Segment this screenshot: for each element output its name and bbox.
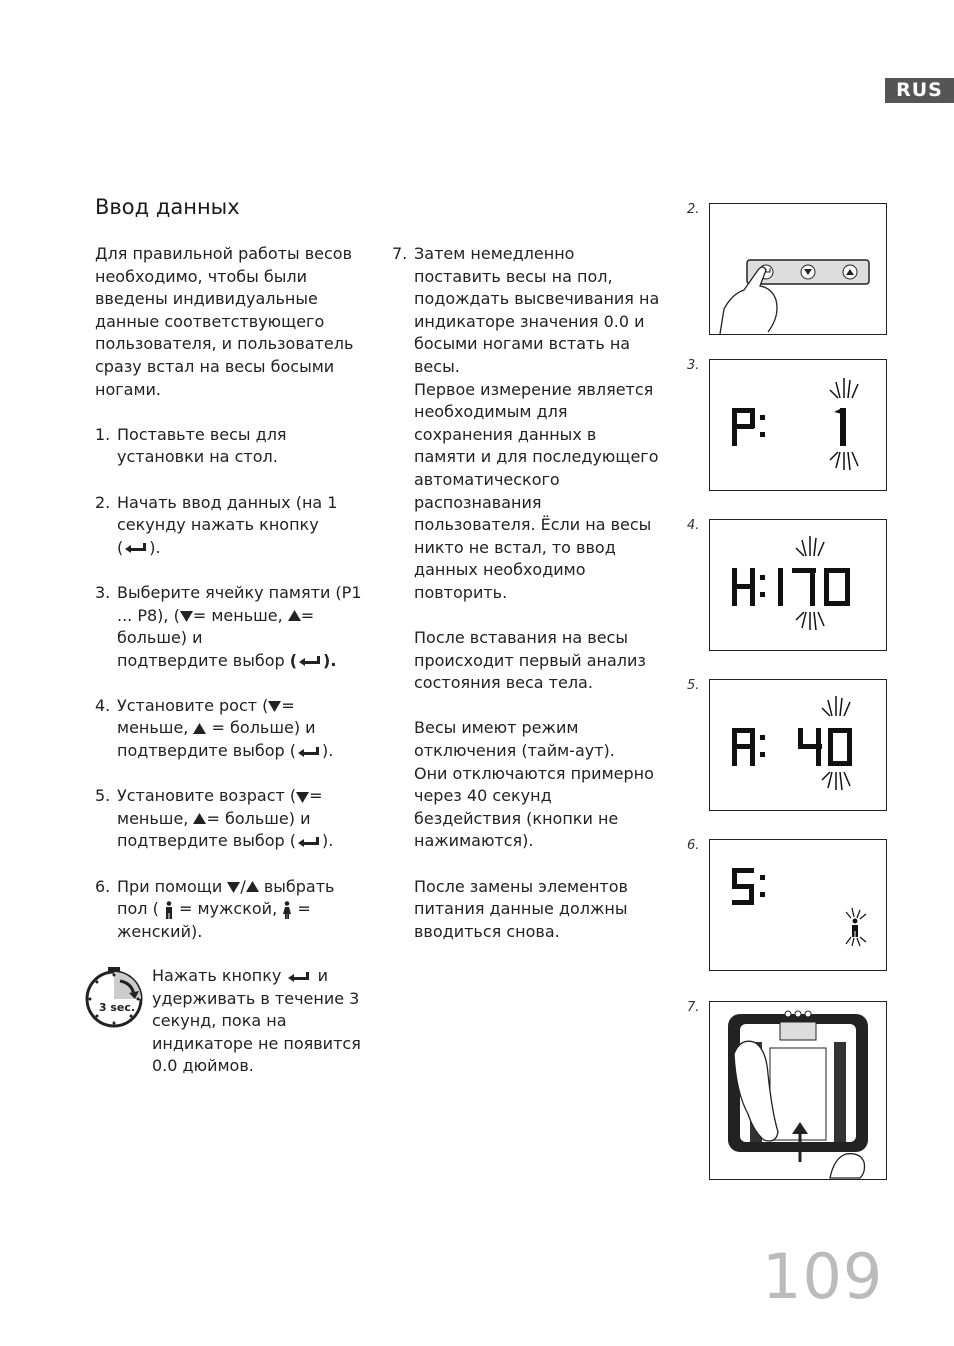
down-triangle-icon (180, 610, 193, 622)
section-title: Ввод данных (95, 195, 240, 219)
step-text: Выберите ячейку памяти (P1 ... P8), ( = меньше, = больше) и подтвердите выбор ( ). (117, 582, 362, 670)
step-6 (95, 876, 370, 944)
figure-display-height (709, 519, 887, 651)
figure-scale (709, 1001, 887, 1180)
figure-label: 4. (687, 518, 700, 533)
up-triangle-icon (288, 610, 301, 622)
figure-label: 3. (687, 358, 700, 373)
down-triangle-icon (227, 881, 240, 893)
intro-text: Для правильной работы весов необходимо, чтобы были введены индивидуальные данные соответствующего пользователя, и пользователь сразу встал на весы босыми ногами. (95, 244, 354, 399)
hold-note-text: Нажать кнопку и удерживать в течение 3 секунд, пока на индикаторе не появится 0.0 дюймов. (152, 966, 361, 1076)
figure-label: 7. (687, 1000, 700, 1015)
figure-label: 6. (687, 838, 700, 853)
up-triangle-icon (193, 813, 206, 825)
down-triangle-icon (268, 700, 281, 712)
down-triangle-icon (296, 791, 309, 803)
enter-arrow-icon (297, 655, 323, 667)
battery-text: После замены элементов питания данные должны вводиться снова. (414, 876, 628, 941)
figure-buttons (709, 203, 887, 335)
enter-arrow-icon (296, 836, 322, 848)
timer-icon (82, 965, 146, 1029)
step-number: 3. (95, 582, 111, 602)
figure-display-sex (709, 839, 887, 971)
step-number: 7. (392, 244, 408, 263)
male-icon (164, 901, 174, 919)
step-5 (95, 785, 370, 853)
timeout-text: Весы имеют режим отключения (тайм-аут). Они отключаются примерно через 40 секунд бездействия (кнопки не нажимаются). (414, 718, 654, 851)
instructions-column (95, 243, 370, 943)
enter-arrow-icon (123, 542, 149, 554)
step-text: Установите возраст ( = меньше, = больше) и подтвердите выбор ( ). (117, 786, 334, 851)
enter-arrow-icon (286, 971, 312, 983)
step-number: 1. (95, 424, 111, 444)
step-text: При помощи / выбрать пол ( = мужской, = женский). (117, 876, 335, 941)
step-number: 2. (95, 492, 111, 512)
step-2 (95, 492, 370, 560)
step-number: 5. (95, 786, 111, 806)
step-text: Начать ввод данных (на 1 секунду нажать кнопку ( ). (117, 492, 338, 557)
step-4 (95, 695, 370, 763)
instructions-column-2 (392, 243, 662, 943)
female-icon (282, 901, 292, 919)
figure-display-age (709, 679, 887, 811)
up-triangle-icon (193, 723, 206, 735)
figure-label: 5. (687, 678, 700, 693)
page-number: 109 (762, 1240, 884, 1313)
step-3 (95, 582, 370, 672)
step-number: 4. (95, 695, 111, 715)
step-text: Поставьте весы для установки на стол. (117, 424, 287, 467)
up-triangle-icon (246, 881, 259, 893)
step-number: 6. (95, 876, 111, 896)
figure-display-p1 (709, 359, 887, 491)
timer-label: 3 sec. (98, 1001, 136, 1014)
enter-arrow-icon (296, 746, 322, 758)
step-1 (95, 424, 370, 469)
step-text: Установите рост ( = меньше, = больше) и подтвердите выбор ( ). (117, 695, 334, 761)
analysis-text: После вставания на весы происходит первый анализ состояния веса тела. (414, 628, 646, 693)
figure-label: 2. (687, 202, 700, 217)
language-badge: RUS (885, 78, 954, 103)
step-7 (392, 243, 662, 605)
step-text: Затем немедленно поставить весы на пол, подождать высвечивания на индикаторе значения 0.0 и босыми ногами встать на весы. Первое измерение является необходимым для сохранения данных в памяти и для последующего автоматического распознавания пользователя. Ёсли на весы никто не встал, то ввод данных необходимо повторить. (414, 244, 660, 602)
